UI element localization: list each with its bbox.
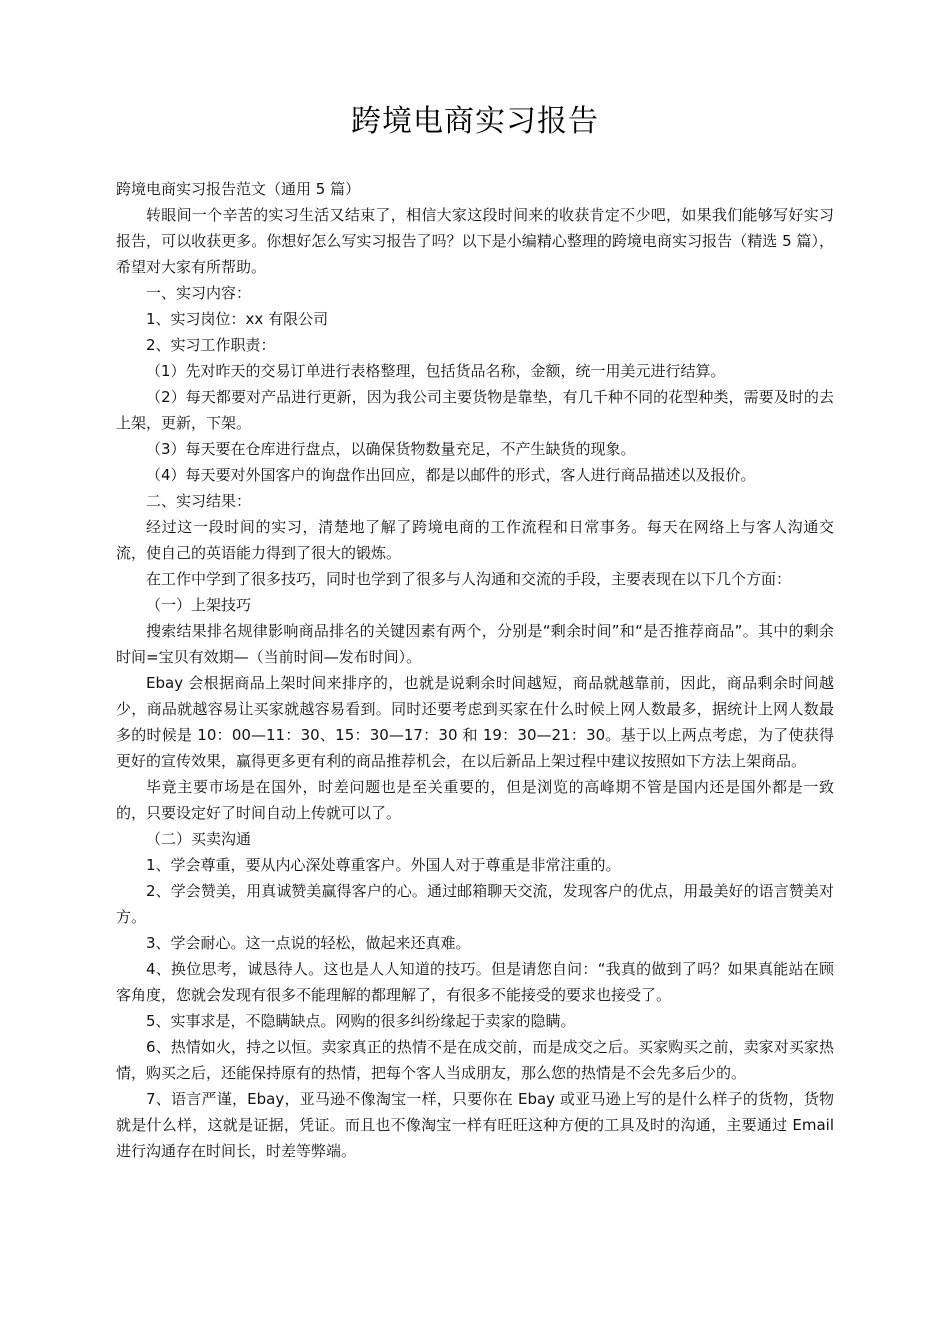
paragraph-duty-2: （2）每天都要对产品进行更新，因为我公司主要货物是靠垫，有几千种不同的花型种类，需要及时的去上架，更新，下架。 <box>116 388 834 432</box>
paragraph-results-summary: 经过这一段时间的实习，清楚地了解了跨境电商的工作流程和日常事务。每天在网络上与客人沟通交流，使自己的英语能力得到了很大的锻炼。 <box>116 518 834 562</box>
paragraph-duty-1: （1）先对昨天的交易订单进行表格整理，包括货品名称，金额，统一用美元进行结算。 <box>146 362 726 380</box>
paragraph-ranking-factors: 搜索结果排名规律影响商品排名的关键因素有两个，分别是“剩余时间”和“是否推荐商品”。其中的剩余时间=宝贝有效期—（当前时间—发布时间）。 <box>116 622 834 666</box>
paragraph-position: 1、实习岗位：xx 有限公司 <box>146 310 329 328</box>
paragraph-ebay-sorting: Ebay 会根据商品上架时间来排序的，也就是说剩余时间越短，商品就越靠前，因此，商品剩余时间越少，商品就越容易让买家就越容易看到。同时还要考虑到买家在什么时候上网人数最多，据统计上网人数最多的时候是 10：00—11：30、15：30—17：30 和 19：30—21：30。基于以上两点考虑，为了使获得更好的宣传效果，赢得更多更有利的商品推荐机会，在以后新品上架过程中建议按照如下方法上架商品。 <box>116 674 834 770</box>
paragraph-communication-7: 7、语言严谨，Ebay，亚马逊不像淘宝一样，只要你在 Ebay 或亚马逊上写的是什么样子的货物，货物就是什么样，这就是证据，凭证。而且也不像淘宝一样有旺旺这种方便的工具及时的沟通，主要通过 Email 进行沟通存在时间长，时差等弊端。 <box>116 1090 834 1160</box>
document-body <box>116 176 834 1164</box>
paragraph-duty-4: （4）每天要对外国客户的询盘作出回应，都是以邮件的形式，客人进行商品描述以及报价。 <box>146 466 756 484</box>
paragraph-duties-heading: 2、实习工作职责： <box>146 336 276 354</box>
subheading-listing-skills: （一）上架技巧 <box>146 596 252 614</box>
paragraph-communication-6: 6、热情如火，持之以恒。卖家真正的热情不是在成交前，而是成交之后。买家购买之前，卖家对买家热情，购买之后，还能保持原有的热情，把每个客人当成朋友，那么您的热情是不会先多后少的。 <box>116 1038 834 1082</box>
paragraph-communication-5: 5、实事求是，不隐瞒缺点。网购的很多纠纷缘起于卖家的隐瞒。 <box>146 1012 576 1030</box>
paragraph-time-difference: 毕竟主要市场是在国外，时差问题也是至关重要的，但是浏览的高峰期不管是国内还是国外都是一致的，只要设定好了时间自动上传就可以了。 <box>116 778 834 822</box>
paragraph-communication-3: 3、学会耐心。这一点说的轻松，做起来还真难。 <box>146 934 471 952</box>
paragraph-intro: 转眼间一个辛苦的实习生活又结束了，相信大家这段时间来的收获肯定不少吧，如果我们能够写好实习报告，可以收获更多。你想好怎么写实习报告了吗？以下是小编精心整理的跨境电商实习报告（精选 5 篇），希望对大家有所帮助。 <box>116 206 834 276</box>
paragraph-duty-3: （3）每天要在仓库进行盘点，以确保货物数量充足，不产生缺货的现象。 <box>146 440 636 458</box>
subheading-communication: （二）买卖沟通 <box>146 830 252 848</box>
section-heading-internship-content: 一、实习内容： <box>146 284 252 302</box>
document-title: 跨境电商实习报告 <box>351 104 599 139</box>
section-heading-results: 二、实习结果： <box>146 492 252 510</box>
paragraph-communication-4: 4、换位思考，诚恳待人。这也是人人知道的技巧。但是请您自问：“我真的做到了吗？如果真能站在顾客角度，您就会发现有很多不能理解的都理解了，有很多不能接受的要求也接受了。 <box>116 960 834 1004</box>
paragraph-skills-intro: 在工作中学到了很多技巧，同时也学到了很多与人沟通和交流的手段，主要表现在以下几个方面： <box>146 570 792 588</box>
document-subtitle: 跨境电商实习报告范文（通用 5 篇） <box>116 180 361 198</box>
paragraph-communication-1: 1、学会尊重，要从内心深处尊重客户。外国人对于尊重是非常注重的。 <box>146 856 621 874</box>
paragraph-communication-2: 2、学会赞美，用真诚赞美赢得客户的心。通过邮箱聊天交流，发现客户的优点，用最美好的语言赞美对方。 <box>116 882 834 926</box>
